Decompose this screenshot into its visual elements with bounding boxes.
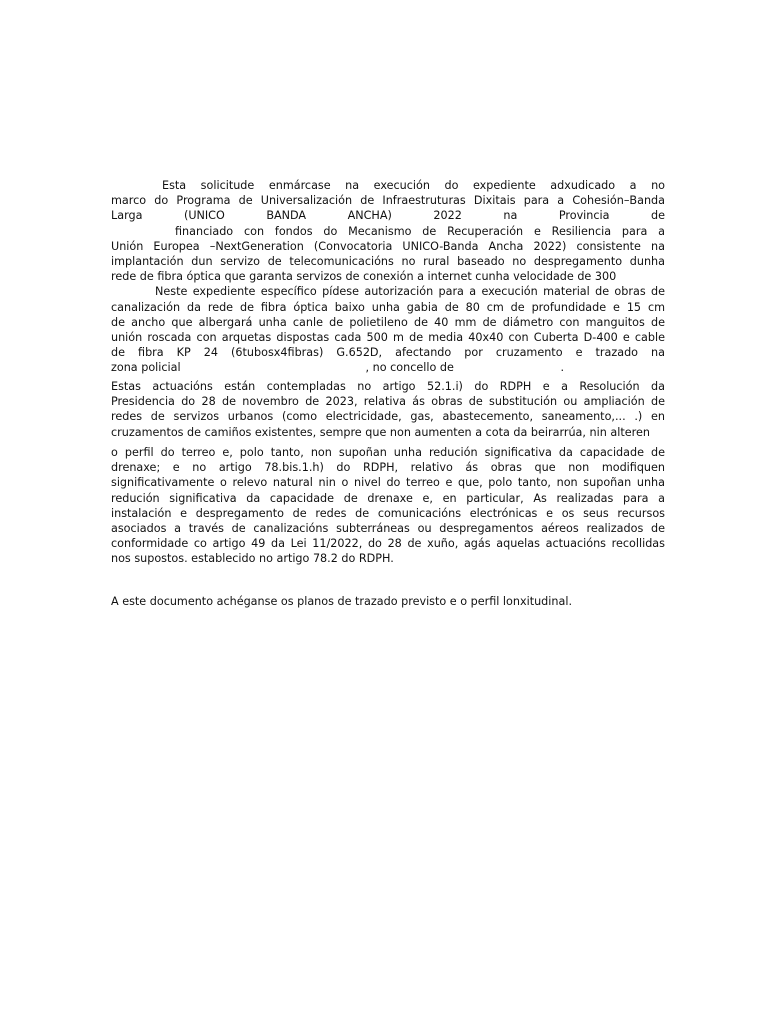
- text-line: unión roscada con arquetas dispostas cada 500 m de media 40x40 con Cuberta D-400 e cable: [111, 330, 665, 344]
- text-line: de fibra KP 24 (6tubosx4fibras) G.652D, afectando por cruzamento e trazado na: [111, 346, 665, 360]
- text-line: asociados a través de canalizacións subterráneas ou despregamentos aéreos realizados de: [111, 521, 665, 535]
- text-line: cruzamentos de camiños existentes, sempre que non aumenten a cota da beirarrúa, nin alteren: [111, 425, 650, 439]
- text-line: Larga (UNICO BANDA ANCHA) 2022 na Provincia de: [111, 209, 665, 223]
- text-line: de ancho que albergará unha canle de polietileno de 40 mm de diámetro con manguitos de: [111, 315, 665, 329]
- text-line: Presidencia do 28 de novembro de 2023, relativa ás obras de substitución ou ampliación de: [111, 395, 665, 409]
- text-line: marco do Programa de Universalización de Infraestruturas Dixitais para a Cohesión–Banda: [111, 194, 665, 208]
- text-line: canalización da rede de fibra óptica baixo unha gabia de 80 cm de profundidade e 15 cm: [111, 300, 665, 314]
- text-line: instalación e despregamento de redes de comunicacións electrónicas e os seus recursos: [111, 506, 665, 520]
- text-line: Esta solicitude enmárcase na execución do expediente adxudicado a no: [162, 179, 665, 192]
- paragraph-request-context: [111, 178, 665, 375]
- paragraph-attachments: [111, 594, 665, 609]
- text-line: drenaxe; e no artigo 78.bis.1.h) do RDPH, relativo ás obras que non modifiquen: [111, 461, 665, 475]
- text-line: conformidade co artigo 49 da Lei 11/2022, do 28 de xuño, agás aquelas actuacións recollidas: [111, 537, 665, 551]
- text-line: Unión Europea –NextGeneration (Convocatoria UNICO-Banda Ancha 2022) consistente na: [111, 239, 665, 253]
- text-line: redución significativa da capacidade de drenaxe e, en particular, As realizadas para a: [111, 491, 665, 505]
- text-line: redes de servizos urbanos (como electricidade, gas, abastecemento, saneamento,... .) en: [111, 410, 665, 424]
- text-line: Neste expediente específico pídese autorización para a execución material de obras de: [155, 285, 665, 299]
- text-line: significativamente o relevo natural nin o nivel do terreo e que, polo tanto, non supoñan unha: [111, 476, 665, 490]
- paragraph-legal-basis: [111, 379, 665, 440]
- paragraph-legal-continuation: [111, 445, 665, 567]
- text-line: financiado con fondos do Mecanismo de Recuperación e Resiliencia para a: [175, 224, 665, 238]
- text-line: implantación dun servizo de telecomunicacións no rural baseado no despregamento dunha: [111, 254, 665, 268]
- text-line: rede de fibra óptica que garanta servizos de conexión a internet cunha velocidade de 300: [111, 270, 617, 284]
- text-line: Estas actuacións están contempladas no artigo 52.1.i) do RDPH e a Resolución da: [111, 380, 665, 393]
- text-line: nos supostos. establecido no artigo 78.2 do RDPH.: [111, 552, 394, 566]
- text-line: A este documento achéganse os planos de trazado previsto e o perfil lonxitudinal.: [111, 595, 573, 608]
- text-line: zona policial , no concello de .: [111, 361, 565, 375]
- text-line: o perfil do terreo e, polo tanto, non supoñan unha redución significativa da capacidade de: [111, 446, 665, 459]
